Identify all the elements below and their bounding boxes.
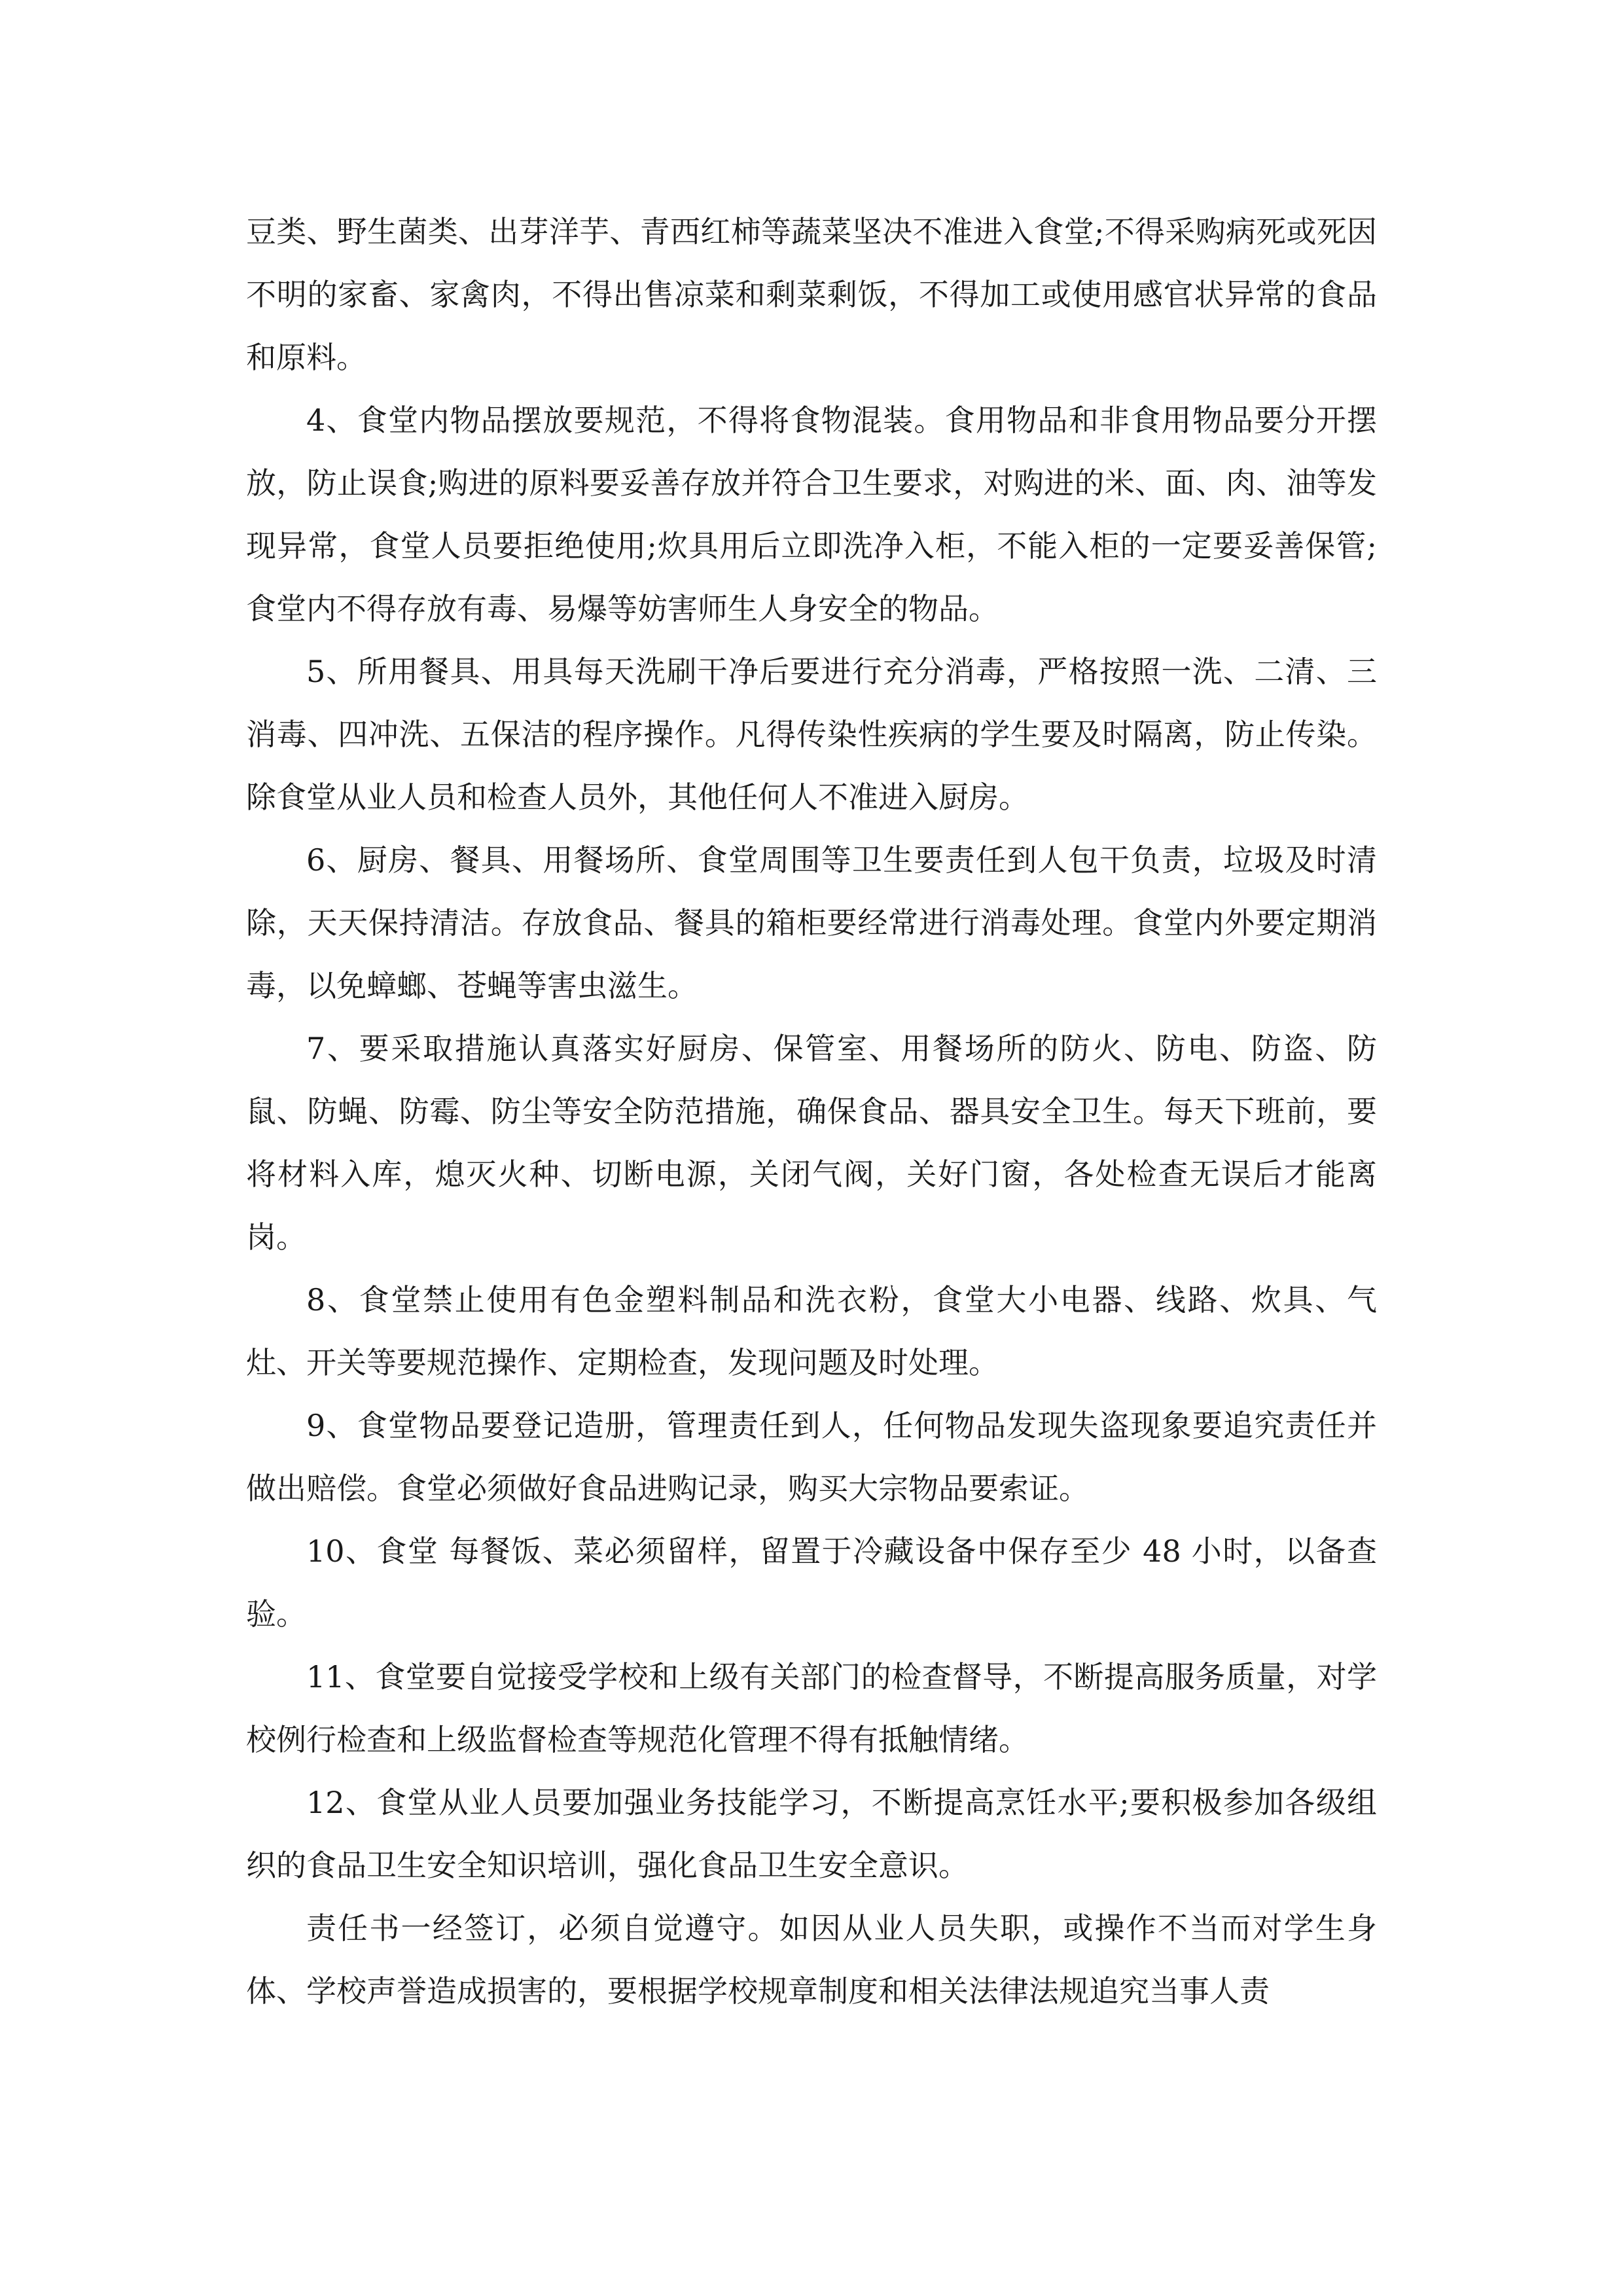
paragraph-item-6: 6、厨房、餐具、用餐场所、食堂周围等卫生要责任到人包干负责，垃圾及时清除，天天保持清洁。存放食品、餐具的箱柜要经常进行消毒处理。食堂内外要定期消毒，以免蟑螂、苍蝇等害虫滋生。 [246,842,1377,1003]
paragraph-item-12: 12、食堂从业人员要加强业务技能学习，不断提高烹饪水平;要积极参加各级组织的食品卫生安全知识培训，强化食品卫生安全意识。 [246,1785,1377,1883]
paragraph-item-7: 7、要采取措施认真落实好厨房、保管室、用餐场所的防火、防电、防盗、防鼠、防蝇、防霉、防尘等安全防范措施，确保食品、器具安全卫生。每天下班前，要将材料入库，熄灭火种、切断电源，关闭气阀，关好门窗，各处检查无误后才能离岗。 [246,1031,1377,1255]
paragraph-item-5: 5、所用餐具、用具每天洗刷干净后要进行充分消毒，严格按照一洗、二清、三消毒、四冲洗、五保洁的程序操作。凡得传染性疾病的学生要及时隔离，防止传染。除食堂从业人员和检查人员外，其他任何人不准进入厨房。 [246,654,1377,815]
paragraph-item-10: 10、食堂 每餐饭、菜必须留样，留置于冷藏设备中保存至少 48 小时，以备查验。 [246,1534,1377,1632]
document-body [246,200,1377,2022]
paragraph-closing: 责任书一经签订，必须自觉遵守。如因从业人员失职，或操作不当而对学生身体、学校声誉造成损害的，要根据学校规章制度和相关法律法规追究当事人责 [246,1910,1377,2009]
paragraph-item-9: 9、食堂物品要登记造册，管理责任到人，任何物品发现失盗现象要追究责任并做出赔偿。食堂必须做好食品进购记录，购买大宗物品要索证。 [246,1408,1377,1506]
paragraph-continuation: 豆类、野生菌类、出芽洋芋、青西红柿等蔬菜坚决不准进入食堂;不得采购病死或死因不明的家畜、家禽肉，不得出售凉菜和剩菜剩饭，不得加工或使用感官状异常的食品和原料。 [246,214,1377,375]
paragraph-item-11: 11、食堂要自觉接受学校和上级有关部门的检查督导，不断提高服务质量，对学校例行检查和上级监督检查等规范化管理不得有抵触情绪。 [246,1659,1377,1757]
paragraph-item-4: 4、食堂内物品摆放要规范，不得将食物混装。食用物品和非食用物品要分开摆放，防止误食;购进的原料要妥善存放并符合卫生要求，对购进的米、面、肉、油等发现异常，食堂人员要拒绝使用;炊具用后立即洗净入柜，不能入柜的一定要妥善保管;食堂内不得存放有毒、易爆等妨害师生人身安全的物品。 [246,403,1377,626]
paragraph-item-8: 8、食堂禁止使用有色金塑料制品和洗衣粉，食堂大小电器、线路、炊具、气灶、开关等要规范操作、定期检查，发现问题及时处理。 [246,1282,1377,1380]
